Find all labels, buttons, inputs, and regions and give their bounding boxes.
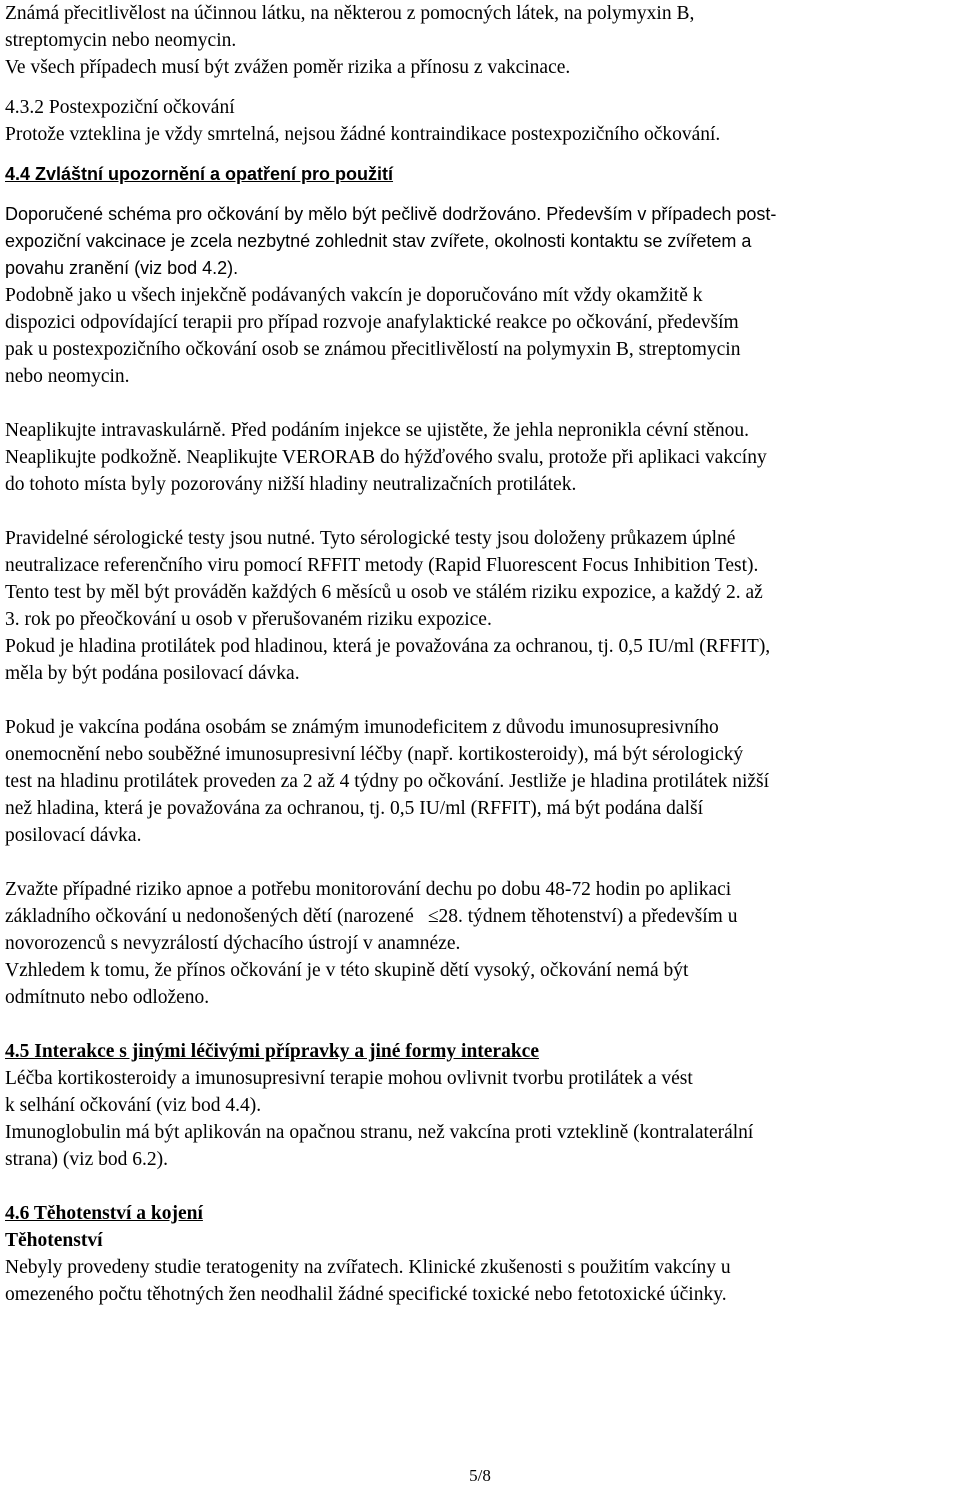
text-line: do tohoto místa byly pozorovány nižší hladiny neutralizačních protilátek. [5,474,577,495]
text-line: dispozici odpovídající terapii pro případ rozvoje anafylaktické reakce po očkování, především [5,312,739,333]
text-line: Známá přecitlivělost na účinnou látku, na některou z pomocných látek, na polymyxin B, [5,3,695,24]
paragraph [5,201,955,282]
text-line: test na hladinu protilátek proveden za 2 až 4 týdny po očkování. Jestliže je hladina protilátek nižší [5,771,770,792]
text-line: pak u postexpozičního očkování osob se známou přecitlivělostí na polymyxin B, streptomycin [5,339,741,360]
section-4-3-2 [5,94,955,148]
section-4-5 [5,1038,955,1173]
text-line: strana) (viz bod 6.2). [5,1149,168,1170]
text-line: Vzhledem k tomu, že přínos očkování je v této skupině dětí vysoký, očkování nemá být [5,960,689,981]
text-line: Neaplikujte intravaskulárně. Před podáním injekce se ujistěte, že jehla nepronikla cévní stěnou. [5,420,749,441]
text-line: expoziční vakcinace je zcela nezbytné zohlednit stav zvířete, okolnosti kontaktu se zvířetem a [5,231,752,251]
section-4-4 [5,161,955,1011]
text-line: 3. rok po přeočkování u osob v přerušovaném riziku expozice. [5,609,492,630]
text-line: novorozenců s nevyzrálostí dýchacího ústrojí v anamnéze. [5,933,461,954]
text-line: Pokud je vakcína podána osobám se známým imunodeficitem z důvodu imunosupresivního [5,717,719,738]
text-fragment: ≤28. týdnem těhotenství) a především u [427,906,738,927]
text-line: měla by být podána posilovací dávka. [5,663,300,684]
text-line: Ve všech případech musí být zvážen poměr rizika a přínosu z vakcinace. [5,57,571,78]
text-line: Doporučené schéma pro očkování by mělo být pečlivě dodržováno. Především v případech post- [5,204,777,224]
text-line: Imunoglobulin má být aplikován na opačnou stranu, než vakcína proti vzteklině (kontralaterální [5,1122,754,1143]
text-line: než hladina, která je považována za ochranou, tj. 0,5 IU/ml (RFFIT), má být podána další [5,798,703,819]
section-4-6 [5,1200,955,1308]
text-line: Neaplikujte podkožně. Neaplikujte VERORAB do hýžďového svalu, protože při aplikaci vakcíny [5,447,767,468]
text-line: Zvažte případné riziko apnoe a potřebu monitorování dechu po dobu 48-72 hodin po aplikaci [5,879,732,900]
intro-paragraph [5,0,955,81]
text-line: Podobně jako u všech injekčně podávaných vakcín je doporučováno mít vždy okamžitě k [5,285,703,306]
section-heading: 4.3.2 Postexpoziční očkování [5,97,235,118]
text-fragment: základního očkování u nedonošených dětí (narozené [5,906,414,927]
paragraph [5,525,955,687]
text-line: Pokud je hladina protilátek pod hladinou, která je považována za ochranou, tj. 0,5 IU/ml (RFFIT), [5,636,771,657]
text-line: neutralizace referenčního viru pomocí RFFIT metody (Rapid Fluorescent Focus Inhibition Test). [5,555,759,576]
text-line: povahu zranění (viz bod 4.2). [5,258,239,278]
subsection-heading: Těhotenství [5,1230,103,1251]
text-line: posilovací dávka. [5,825,142,846]
text-line: Pravidelné sérologické testy jsou nutné. Tyto sérologické testy jsou doloženy průkazem úplné [5,528,736,549]
page-number: 5/8 [469,1466,491,1485]
document-page [5,0,955,1308]
paragraph [5,714,955,849]
section-heading: 4.5 Interakce s jinými léčivými přípravky a jiné formy interakce [5,1041,539,1062]
text-line: Nebyly provedeny studie teratogenity na zvířatech. Klinické zkušenosti s použitím vakcíny u [5,1257,731,1278]
text-line: Tento test by měl být prováděn každých 6 měsíců u osob ve stálém riziku expozice, a každý 2. až [5,582,763,603]
paragraph [5,282,955,390]
text-line: k selhání očkování (viz bod 4.4). [5,1095,262,1116]
section-heading: 4.4 Zvláštní upozornění a opatření pro použití [5,164,394,184]
text-line: onemocnění nebo souběžné imunosupresivní léčby (např. kortikosteroidy), má být sérologický [5,744,744,765]
text-line [5,903,955,930]
text-line: omezeného počtu těhotných žen neodhalil žádné specifické toxické nebo fetotoxické účinky. [5,1284,727,1305]
text-line: Léčba kortikosteroidy a imunosupresivní terapie mohou ovlivnit tvorbu protilátek a vést [5,1068,693,1089]
paragraph [5,876,955,1011]
text-line: odmítnuto nebo odloženo. [5,987,210,1008]
text-line: Protože vzteklina je vždy smrtelná, nejsou žádné kontraindikace postexpozičního očkování. [5,124,721,145]
paragraph [5,417,955,498]
text-line: streptomycin nebo neomycin. [5,30,237,51]
section-heading: 4.6 Těhotenství a kojení [5,1203,203,1224]
text-line: nebo neomycin. [5,366,130,387]
